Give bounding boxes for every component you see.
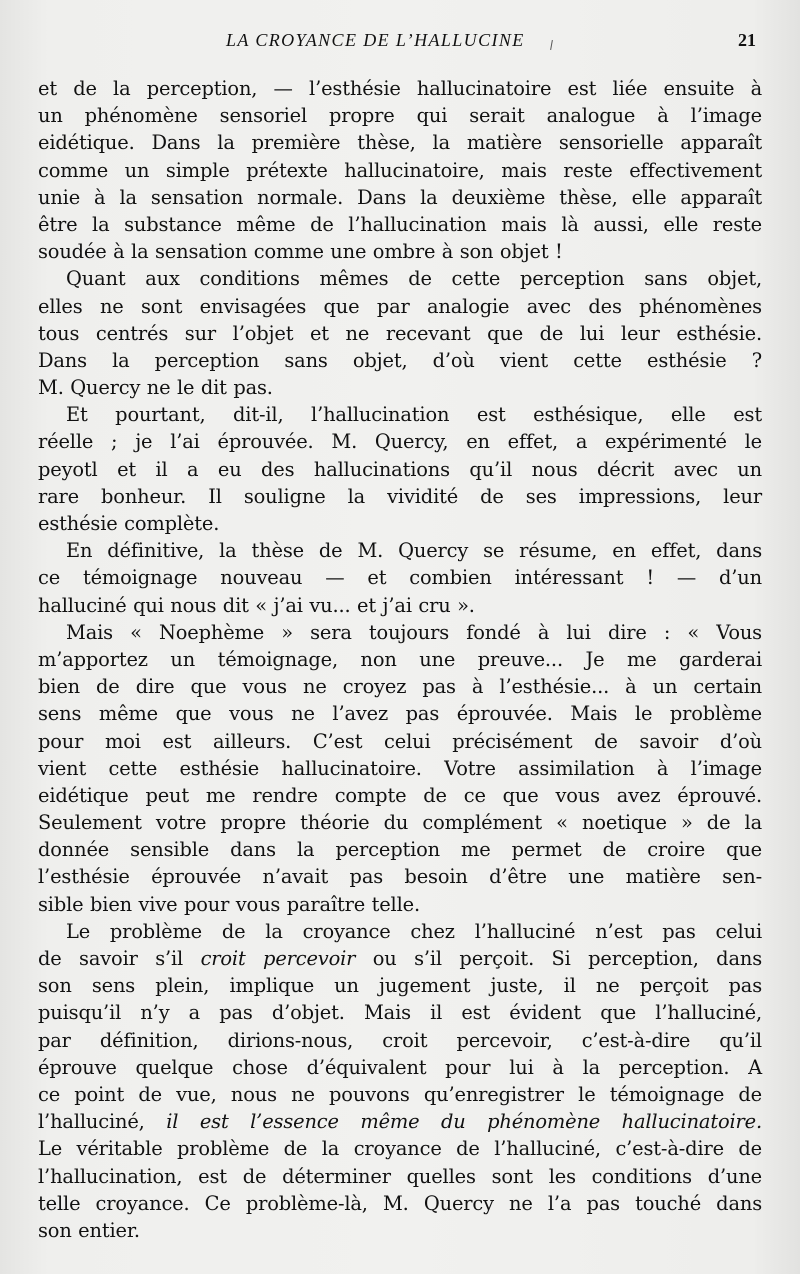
text-line: vient cette esthésie hallucinatoire. Votre assimilation à l’image [38, 756, 762, 780]
text-line: son sens plein, implique un jugement juste, il ne perçoit pas [38, 974, 762, 998]
text-line: ce point de vue, nous ne pouvons qu’enregistrer le témoignage de [38, 1082, 762, 1106]
text-line: l’hallucination, est de déterminer quelles sont les conditions d’une [38, 1164, 762, 1188]
text-line: et de la perception, — l’esthésie hallucinatoire est liée ensuite à [38, 77, 762, 100]
text-segment: de savoir s’il [38, 947, 201, 970]
text-line: sible bien vive pour vous paraître telle. [38, 892, 421, 916]
text-line: esthésie complète. [38, 512, 220, 535]
body-text [38, 75, 762, 1244]
paragraph-3 [38, 401, 762, 537]
running-header [0, 30, 800, 56]
text-line: elles ne sont envisagées que par analogie avec des phénomènes [38, 294, 762, 318]
text-line: m’apportez un témoignage, non une preuve... Je me garderai [38, 647, 762, 671]
paragraph-6 [38, 918, 762, 1244]
text-line: Mais « Noephème » sera toujours fondé à lui dire : « Vous [66, 620, 762, 644]
paragraph-5 [38, 619, 762, 918]
paragraph-1 [38, 75, 762, 265]
text-line: halluciné qui nous dit « j’ai vu... et j’ai cru ». [38, 593, 475, 617]
text-line: Dans la perception sans objet, d’où vient cette esthésie ? [38, 348, 762, 372]
text-line: soudée à la sensation comme une ombre à son objet ! [38, 240, 563, 264]
text-line: rare bonheur. Il souligne la vividité de ses impressions, leur [38, 484, 762, 508]
italic-phrase: croit percevoir [200, 947, 356, 970]
text-line [38, 945, 762, 972]
text-line: peyotl et il a eu des hallucinations qu’il nous décrit avec un [38, 457, 762, 481]
text-segment: l’halluciné, [38, 1110, 167, 1134]
paragraph-2 [38, 265, 762, 401]
text-line: pour moi est ailleurs. C’est celui précisément de savoir d’où [38, 729, 762, 753]
text-line: l’esthésie éprouvée n’avait pas besoin d’être une matière sen- [38, 865, 762, 889]
text-line: sens même que vous ne l’avez pas éprouvée. Mais le problème [38, 702, 762, 726]
text-line: réelle ; je l’ai éprouvée. M. Quercy, en effet, a expérimenté le [38, 430, 762, 454]
text-line: telle croyance. Ce problème-là, M. Quercy ne l’a pas touché dans [38, 1191, 762, 1215]
text-line: M. Quercy ne le dit pas. [38, 376, 273, 400]
page-number: 21 [738, 30, 756, 50]
text-line: tous centrés sur l’objet et ne recevant que de lui leur esthésie. [38, 321, 762, 345]
text-line: donnée sensible dans la perception me permet de croire que [38, 838, 762, 862]
italic-phrase: il est l’essence même du phénomène hallucinatoire. [166, 1110, 762, 1134]
text-line: En définitive, la thèse de M. Quercy se résume, en effet, dans [66, 539, 762, 563]
text-line: par définition, dirions-nous, croit percevoir, c’est-à-dire qu’il [38, 1028, 762, 1052]
text-line: Quant aux conditions mêmes de cette perception sans objet, [66, 267, 762, 291]
text-line: un phénomène sensoriel propre qui serait analogue à l’image [38, 104, 762, 128]
text-line: Le véritable problème de la croyance de l’halluciné, c’est-à-dire de [38, 1137, 762, 1161]
text-line: éprouve quelque chose d’équivalent pour lui à la perception. A [38, 1055, 762, 1079]
text-line: Le problème de la croyance chez l’halluciné n’est pas celui [66, 919, 762, 943]
text-line: unie à la sensation normale. Dans la deuxième thèse, elle apparaît [38, 185, 762, 209]
paragraph-4 [38, 537, 762, 619]
text-line: bien de dire que vous ne croyez pas à l’esthésie... à un certain [38, 675, 762, 699]
text-line: son entier. [38, 1218, 140, 1242]
stray-mark [550, 40, 553, 50]
running-title: LA CROYANCE DE L’HALLUCINE [226, 30, 525, 50]
text-segment: ou s’il perçoit. Si perception, dans [355, 947, 762, 970]
text-line: eidétique peut me rendre compte de ce que vous avez éprouvé. [38, 783, 762, 807]
text-line: puisqu’il n’y a pas d’objet. Mais il est évident que l’halluciné, [38, 1001, 762, 1025]
text-line: ce témoignage nouveau — et combien intéressant ! — d’un [38, 566, 762, 590]
text-line: être la substance même de l’hallucination mais là aussi, elle reste [38, 212, 762, 236]
text-line: comme un simple prétexte hallucinatoire, mais reste effectivement [38, 158, 762, 182]
text-line [38, 1108, 762, 1135]
text-line: Et pourtant, dit-il, l’hallucination est esthésique, elle est [66, 403, 762, 427]
text-line: eidétique. Dans la première thèse, la matière sensorielle apparaît [38, 131, 762, 155]
text-line: Seulement votre propre théorie du complément « noetique » de la [38, 811, 762, 835]
